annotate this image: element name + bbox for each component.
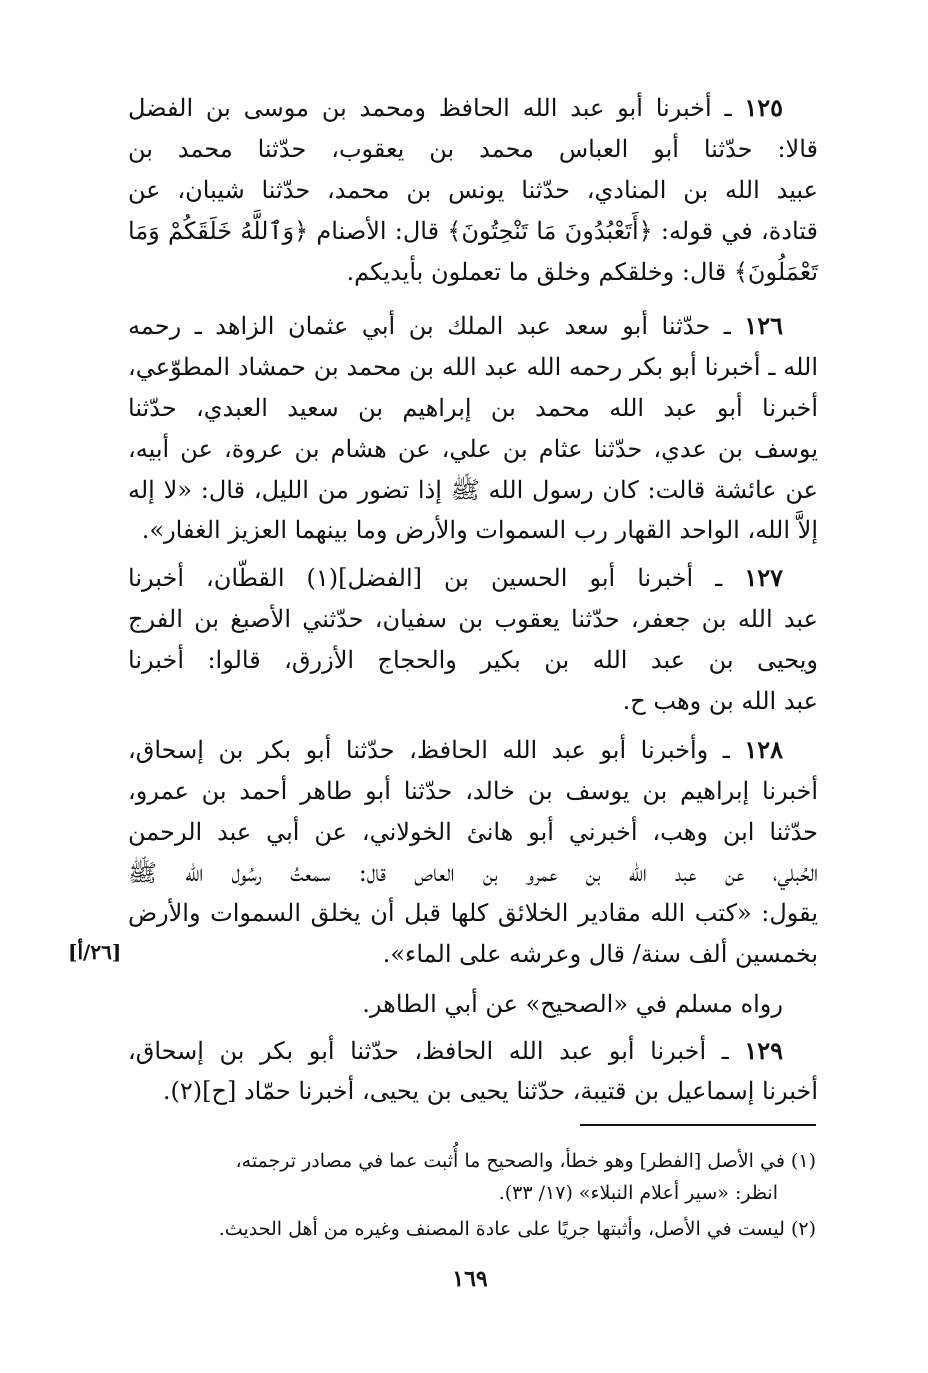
paragraph-129-line-1: ١٢٩ ـ أخبرنا أبو عبد الله الحافظ، حدّثنا أبو بكر بن إسحاق،: [128, 1036, 783, 1065]
paragraph-126-line-1: ١٢٦ ـ حدّثنا أبو سعد عبد الملك بن أبي عثمان الزاهد ـ رحمه: [128, 311, 783, 340]
paragraph-127-line-3: ويحيى بن عبد الله بن بكير والحجاج الأزرق، قالوا: أخبرنا: [128, 646, 818, 674]
page-number: ١٦٩: [452, 1266, 488, 1292]
paragraph-125-line-5: تَعْمَلُونَ﴾ قال: وخلقكم وخلق ما تعملون بأيديكم.: [346, 258, 818, 286]
footnote-2: (٢) ليست في الأصل، وأثبتها جريًا على عادة المصنف وغيره من أهل الحديث.: [218, 1218, 816, 1240]
paragraph-128-line-3: حدّثنا ابن وهب، أخبرني أبو هانئ الخولاني، عن أبي عبد الرحمن: [128, 818, 818, 846]
paragraph-126-line-2: الله ـ أخبرنا أبو بكر رحمه الله عبد الله بن محمد بن حمشاد المطوّعي،: [128, 353, 818, 381]
footnote-1: (١) في الأصل [الفطر] وهو خطأ، والصحيح ما أُثبت عما في مصادر ترجمته،: [235, 1150, 816, 1172]
paragraph-128-line-4: الحُبلي، عن عبد الله بن عمرو بن العاص قال: سمعتُ رسُول الله ﷺ: [128, 859, 818, 887]
paragraph-125-line-1: ١٢٥ ـ أخبرنا أبو عبد الله الحافظ ومحمد بن موسى بن الفضل: [128, 93, 783, 122]
paragraph-127-line-1: ١٢٧ ـ أخبرنا أبو الحسين بن [الفضل](١) القطّان، أخبرنا: [128, 563, 783, 592]
footnote-separator: [580, 1124, 816, 1126]
paragraph-126-line-6: إلاَّ الله، الواحد القهار رب السموات والأرض وما بينهما العزيز الغفار».: [141, 516, 818, 544]
paragraph-number: ١٢٩: [744, 1036, 783, 1065]
paragraph-125-line-4: قتادة، في قوله: ﴿أَتَعْبُدُونَ مَا تَنْحِتُونَ﴾ قال: الأصنام ﴿وَٱللَّهُ خَلَقَكُمْ وَمَا: [128, 217, 819, 245]
footnote-1-continuation: انظر: «سير أعلام النبلاء» (١٧/ ٣٣).: [498, 1182, 778, 1204]
paragraph-126-line-5: عن عائشة قالت: كان رسول الله ﷺ إذا تضور من الليل، قال: «لا إله: [128, 476, 818, 504]
paragraph-number: ١٢٧: [744, 563, 783, 592]
manuscript-folio-marker: [٢٦/أ]: [68, 940, 122, 964]
paragraph-128-line-6: بخمسين ألف سنة/ قال وعرشه على الماء».: [382, 940, 818, 968]
paragraph-128-line-2: أخبرنا إبراهيم بن يوسف بن خالد، حدّثنا أبو طاهر أحمد بن عمرو،: [128, 777, 819, 805]
paragraph-127-line-2: عبد الله بن جعفر، حدّثنا يعقوب بن سفيان، حدّثني الأصبغ بن الفرج: [128, 605, 818, 633]
paragraph-128-line-5: يقول: «كتب الله مقادير الخلائق كلها قبل أن يخلق السموات والأرض: [128, 899, 818, 927]
paragraph-129-line-2: أخبرنا إسماعيل بن قتيبة، حدّثنا يحيى بن يحيى، أخبرنا حمّاد [ح](٢).: [162, 1077, 818, 1105]
paragraph-number: ١٢٥: [744, 93, 783, 122]
paragraph-number: ١٢٨: [744, 735, 783, 764]
paragraph-number: ١٢٦: [744, 311, 783, 340]
paragraph-126-line-3: أخبرنا أبو عبد الله محمد بن إبراهيم بن سعيد العبدي، حدّثنا: [128, 394, 818, 422]
paragraph-125-line-2: قالا: حدّثنا أبو العباس محمد بن يعقوب، حدّثنا محمد بن: [128, 135, 818, 163]
paragraph-127-line-4: عبد الله بن وهب ح.: [622, 687, 818, 715]
paragraph-125-line-3: عبيد الله بن المنادي، حدّثنا يونس بن محمد، حدّثنا شيبان، عن: [128, 176, 818, 204]
paragraph-128-line-1: ١٢٨ ـ وأخبرنا أبو عبد الله الحافظ، حدّثنا أبو بكر بن إسحاق،: [128, 735, 783, 764]
paragraph-126-line-4: يوسف بن عدي، حدّثنا عثام بن علي، عن هشام بن عروة، عن أبيه،: [128, 435, 818, 463]
riwaya-note: رواه مسلم في «الصحيح» عن أبي الطاهر.: [362, 990, 783, 1018]
